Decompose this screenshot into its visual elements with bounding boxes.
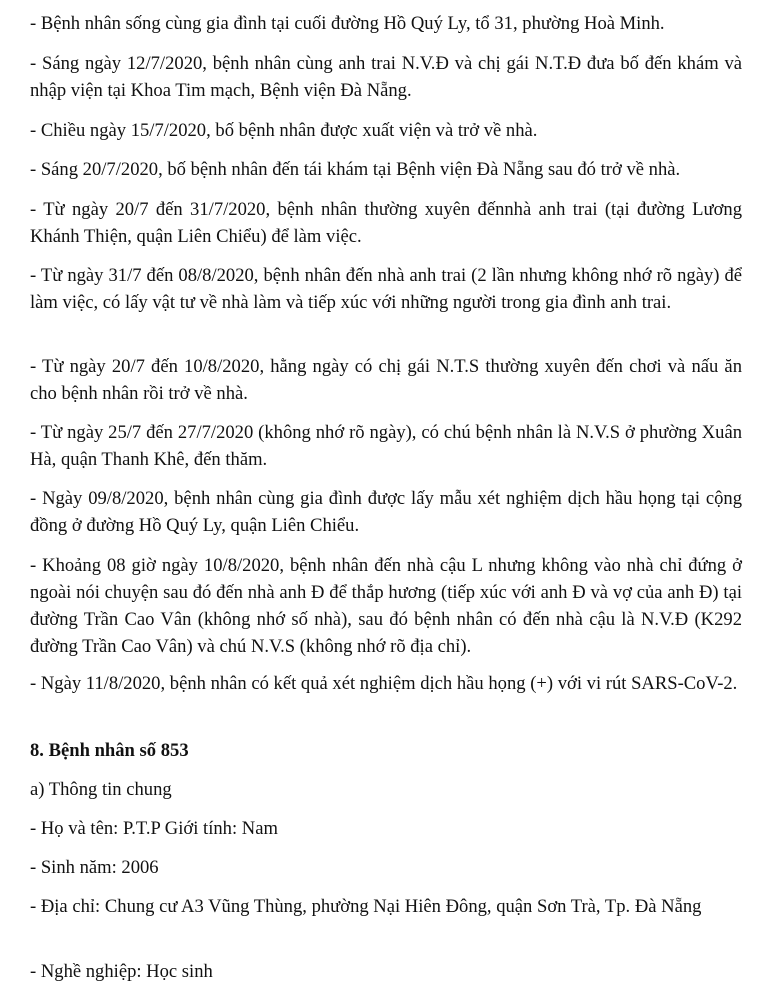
paragraph: - Từ ngày 20/7 đến 31/7/2020, bệnh nhân thường xuyên đếnnhà anh trai (tại đường Lương Khánh Thiện, quận Liên Chiểu) để làm việc.	[30, 199, 742, 247]
info-item: - Địa chỉ: Chung cư A3 Vũng Thùng, phường Nại Hiên Đông, quận Sơn Trà, Tp. Đà Nẵng	[30, 896, 702, 917]
paragraph: - Sáng ngày 12/7/2020, bệnh nhân cùng anh trai N.V.Đ và chị gái N.T.Đ đưa bố đến khám và nhập viện tại Khoa Tim mạch, Bệnh viện Đà Nẵng.	[30, 53, 742, 101]
paragraph: - Chiều ngày 15/7/2020, bố bệnh nhân được xuất viện và trở về nhà.	[30, 120, 538, 141]
paragraph: - Từ ngày 25/7 đến 27/7/2020 (không nhớ rõ ngày), có chú bệnh nhân là N.V.S ở phường Xuân Hà, quận Thanh Khê, đến thăm.	[30, 422, 742, 470]
paragraph: - Ngày 11/8/2020, bệnh nhân có kết quả xét nghiệm dịch hầu họng (+) với vi rút SARS-CoV-2.	[30, 673, 738, 694]
info-item: - Nghề nghiệp: Học sinh	[30, 961, 213, 982]
info-item: - Sinh năm: 2006	[30, 857, 159, 878]
paragraph: - Khoảng 08 giờ ngày 10/8/2020, bệnh nhân đến nhà cậu L nhưng không vào nhà chỉ đứng ở ngoài nói chuyện sau đó đến nhà anh Đ để thắp hương (tiếp xúc với anh Đ và vợ của anh Đ) tại đường Trần Cao Vân (không nhớ số nhà), sau đó bệnh nhân có đến nhà cậu là N.V.Đ (K292 đường Trần Cao Vân) và chú N.V.S (không nhớ rõ địa chỉ).	[30, 555, 742, 657]
paragraph: - Bệnh nhân sống cùng gia đình tại cuối đường Hồ Quý Ly, tổ 31, phường Hoà Minh.	[30, 13, 665, 34]
paragraph: - Từ ngày 20/7 đến 10/8/2020, hằng ngày có chị gái N.T.S thường xuyên đến chơi và nấu ăn cho bệnh nhân rồi trở về nhà.	[30, 356, 742, 404]
info-item: - Họ và tên: P.T.P Giới tính: Nam	[30, 818, 278, 839]
paragraph: - Ngày 09/8/2020, bệnh nhân cùng gia đình được lấy mẫu xét nghiệm dịch hầu họng tại cộng đồng ở đường Hồ Quý Ly, quận Liên Chiểu.	[30, 488, 742, 536]
section-heading: 8. Bệnh nhân số 853	[30, 740, 189, 761]
paragraph: - Sáng 20/7/2020, bố bệnh nhân đến tái khám tại Bệnh viện Đà Nẵng sau đó trở về nhà.	[30, 159, 681, 180]
paragraph: - Từ ngày 31/7 đến 08/8/2020, bệnh nhân đến nhà anh trai (2 lần nhưng không nhớ rõ ngày) để làm việc, có lấy vật tư về nhà làm và tiếp xúc với những người trong gia đình anh trai.	[30, 265, 742, 313]
section-subheading: a) Thông tin chung	[30, 779, 172, 800]
